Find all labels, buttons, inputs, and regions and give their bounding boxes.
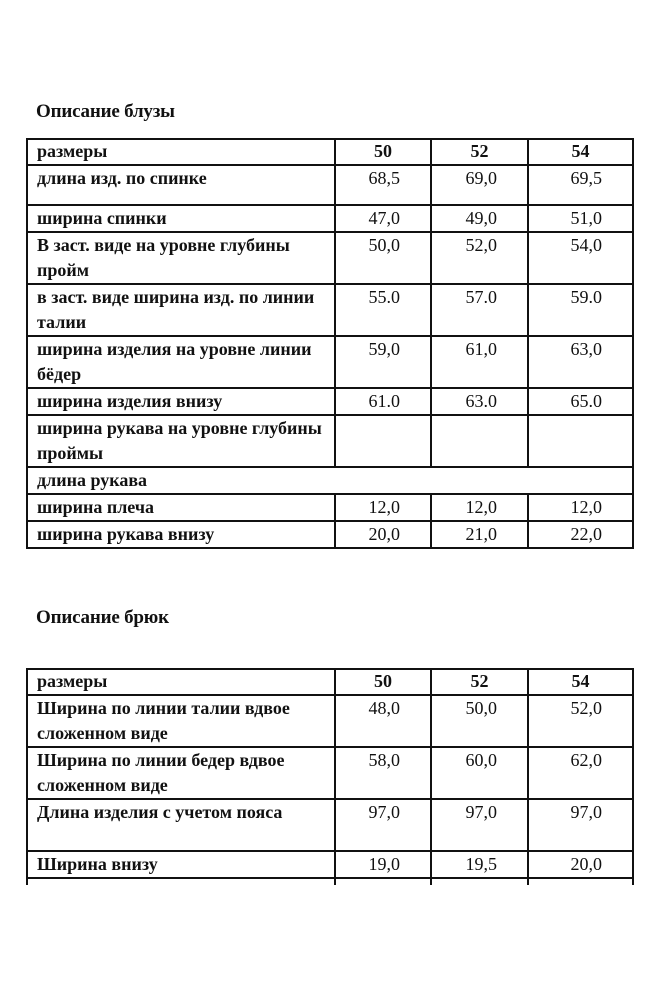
row-label: ширина плеча [27,494,335,521]
size-50-value: 48,0 [335,695,431,747]
row-label: ширина изделия внизу [27,388,335,415]
row-label: ширина изделия на уровне линии бёдер [27,336,335,388]
table-row [27,284,633,336]
size-54-value: 12,0 [528,494,633,521]
row-label: В заст. виде на уровне глубины пройм [27,232,335,284]
size-52-value: 61,0 [431,336,528,388]
size-52-value: 52,0 [431,232,528,284]
row-label: длина изд. по спинке [27,165,335,205]
table-row [27,799,633,851]
size-54-value: 59.0 [528,284,633,336]
table-header-row [27,669,633,695]
size-50-value: 12,0 [335,494,431,521]
size-54-value: 63,0 [528,336,633,388]
row-label: Ширина по линии бедер вдвое сложенном виде [27,747,335,799]
size-54-value: 62,0 [528,747,633,799]
size-54-value: 22,0 [528,521,633,548]
row-label: Ширина по линии талии вдвое сложенном виде [27,695,335,747]
size-52-value: 69,0 [431,165,528,205]
table-row [27,388,633,415]
table-row [27,415,633,467]
size-52-value: 50,0 [431,695,528,747]
size-50-value: 97,0 [335,799,431,851]
size-54-value: 20,0 [528,851,633,878]
table-row-stub [27,878,633,885]
blouse-description-title: Описание блузы [36,101,175,122]
size-52-value: 97,0 [431,799,528,851]
row-label: ширина рукава на уровне глубины проймы [27,415,335,467]
size-50-value: 55.0 [335,284,431,336]
size-54-value [528,415,633,467]
size-50-value: 68,5 [335,165,431,205]
table-row [27,494,633,521]
size-54-value: 54,0 [528,232,633,284]
size-54-value: 65.0 [528,388,633,415]
sizes-header-label: размеры [27,669,335,695]
empty-cell [335,878,431,885]
size-52-header: 52 [431,139,528,165]
table-row [27,521,633,548]
size-54-header: 54 [528,669,633,695]
size-52-value [431,415,528,467]
size-54-value: 69,5 [528,165,633,205]
size-52-header: 52 [431,669,528,695]
blouse-measurements-table [26,138,634,549]
size-52-value: 19,5 [431,851,528,878]
size-54-value: 97,0 [528,799,633,851]
table-row [27,467,633,494]
row-label: ширина рукава внизу [27,521,335,548]
sizes-header-label: размеры [27,139,335,165]
size-50-value [335,415,431,467]
size-50-value: 61.0 [335,388,431,415]
size-50-value: 58,0 [335,747,431,799]
empty-cell [431,878,528,885]
row-label: длина рукава [27,467,633,494]
empty-cell [27,878,335,885]
size-54-value: 52,0 [528,695,633,747]
size-50-header: 50 [335,669,431,695]
row-label: Длина изделия с учетом пояса [27,799,335,851]
table-row [27,205,633,232]
pants-description-title: Описание брюк [36,607,169,628]
row-label: ширина спинки [27,205,335,232]
size-52-value: 12,0 [431,494,528,521]
row-label: Ширина внизу [27,851,335,878]
size-50-value: 20,0 [335,521,431,548]
row-label: в заст. виде ширина изд. по линии талии [27,284,335,336]
size-52-value: 21,0 [431,521,528,548]
size-54-header: 54 [528,139,633,165]
table-row [27,747,633,799]
size-50-value: 50,0 [335,232,431,284]
pants-measurements-table [26,668,634,885]
size-54-value: 51,0 [528,205,633,232]
table-row [27,232,633,284]
size-52-value: 63.0 [431,388,528,415]
empty-cell [528,878,633,885]
size-52-value: 57.0 [431,284,528,336]
table-row [27,336,633,388]
size-50-value: 19,0 [335,851,431,878]
table-row [27,851,633,878]
table-row [27,695,633,747]
size-50-header: 50 [335,139,431,165]
size-50-value: 59,0 [335,336,431,388]
size-52-value: 49,0 [431,205,528,232]
table-row [27,165,633,205]
size-50-value: 47,0 [335,205,431,232]
table-header-row [27,139,633,165]
size-52-value: 60,0 [431,747,528,799]
